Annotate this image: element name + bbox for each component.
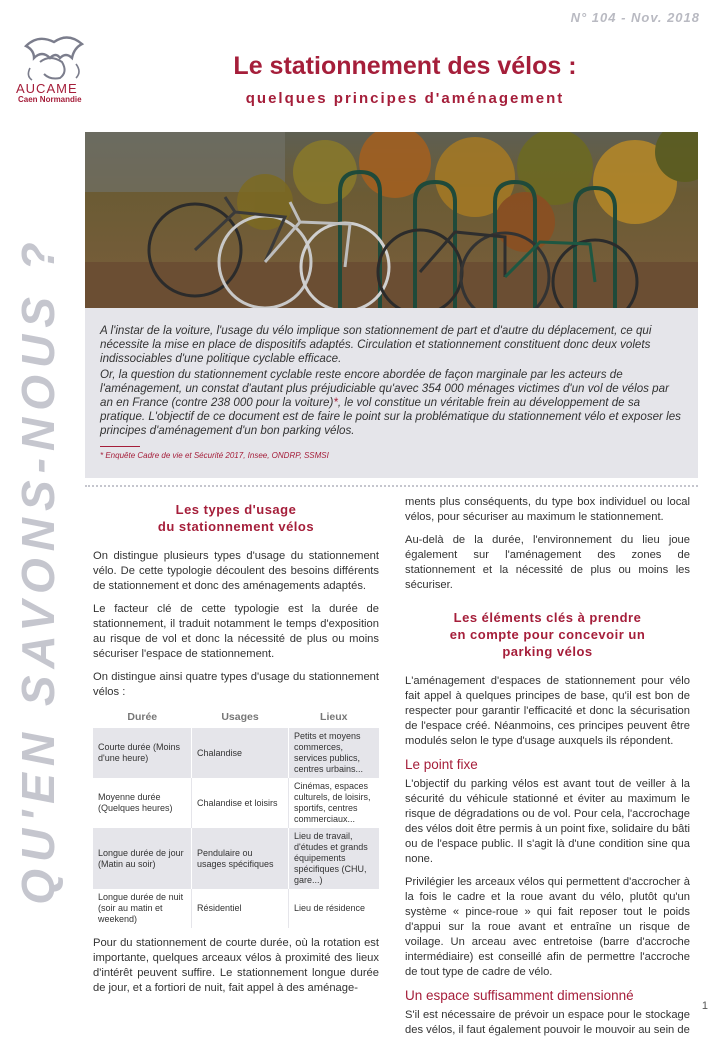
subheading-espace: Un espace suffisamment dimensionné (405, 988, 634, 1003)
key-elements-heading-line1: Les éléments clés à prendre (453, 610, 642, 625)
page-number: 1 (701, 1000, 708, 1012)
key-elements-heading (405, 609, 690, 660)
usage-types-heading-line1: Les types d'usage (175, 502, 297, 517)
right-paragraph-5: Privilégier les arceaux vélos qui permettent d'accrocher à la fois le cadre et la roue avant du vélo, plutôt qu'un système « pince-roue » qui fait reposer tout le poids d'appui sur la roue avant et entraîne un risque de voilage. Un arceau avec entretoise (barre d'accroche intermédiaire) est conseillé afin de permettre l'accroche de tout type de cadre de vélo. (405, 876, 690, 978)
table-cell: Lieu de résidence (294, 903, 366, 913)
right-paragraph-1: ments plus conséquents, du type box individuel ou local vélos, pour sécuriser au maximum le stationnement. (405, 496, 690, 523)
table-cell: Chalandise et loisirs (192, 778, 289, 828)
usage-paragraph-2: Le facteur clé de cette typologie est la durée de stationnement, il traduit notamment le temps d'exposition au risque de vol et donc la nécessité de plus ou moins sécuriser l'espace de stationnement. (93, 603, 379, 660)
usage-paragraph-4: Pour du stationnement de courte durée, où la rotation est importante, quelques arceaux vélos à proximité des lieux d'intérêt peuvent suffire. Le stationnement longue durée de jour, et a fortiori de nuit, fait appel à des aménage- (93, 937, 379, 994)
table-cell: Résidentiel (192, 889, 289, 928)
intro-paragraph-2b: , le vol constitue un véritable frein au développement de sa pratique. L'objectif de ce document est de faire le point sur la problématique du stationnement vélo et exposer les principes d'aménagement d'un bon parking vélos. (100, 396, 681, 437)
intro-paragraph-2 (100, 368, 684, 438)
table-cell: Chalandise (192, 728, 289, 778)
usage-paragraph-3: On distingue ainsi quatre types d'usage du stationnement vélos : (93, 671, 379, 698)
table-cell: Longue durée de jour (Matin au soir) (93, 828, 192, 889)
table-row (93, 728, 379, 778)
table-cell: Moyenne durée (Quelques heures) (98, 792, 173, 813)
footnote-divider (100, 446, 140, 447)
issue-label: N° 104 - Nov. 2018 (570, 10, 700, 25)
right-paragraph-2: Au-delà de la durée, l'environnement du lieu joue également sur l'aménagement des zones de stationnement et la nécessité de plus ou moins les sécuriser. (405, 534, 690, 591)
usage-types-heading-line2: du stationnement vélos (157, 519, 315, 534)
usage-paragraph-1: On distingue plusieurs types d'usage du stationnement vélo. De cette typologie découlent des besoins différents de stationnement et donc des aménagements adaptés. (93, 550, 379, 592)
page-title: Le stationnement des vélos : (233, 52, 577, 80)
sidebar-title (8, 140, 68, 1000)
table-cell: Longue durée de nuit (soir au matin et weekend) (98, 892, 184, 924)
usage-types-table (93, 708, 379, 928)
intro-paragraph-1: A l'instar de la voiture, l'usage du vélo implique son stationnement de part et d'autre du déplacement, ce qui nécessite la mise en place de dispositifs adaptés. Circulation et stationnement constituent donc deux volets indissociables d'une politique cyclable efficace. (100, 324, 652, 365)
table-header-duree: Durée (127, 711, 158, 723)
table-header-lieux: Lieux (320, 711, 348, 723)
page-subtitle: quelques principes d'aménagement (245, 90, 565, 107)
sidebar-title-text: QU'EN SAVONS-NOUS ? (12, 235, 64, 905)
right-column (405, 495, 690, 1046)
table-cell: Courte durée (Moins d'une heure) (93, 728, 192, 778)
table-cell: Lieu de travail, d'études et grands équipements spécifiques (CHU, gare...) (289, 828, 380, 889)
intro-paragraph-2a: Or, la question du stationnement cyclable reste encore abordée de façon marginale par les acteurs de l'aménagement, un constat d'autant plus préjudiciable qu'avec 354 000 ménages victimes d'un vol de vélos par an en France (contre 238 000 pour la voiture) (100, 368, 669, 409)
intro-panel (85, 308, 698, 478)
usage-types-heading (93, 501, 379, 535)
section-divider (85, 485, 698, 487)
table-row (93, 889, 379, 928)
table-header-usages: Usages (221, 711, 259, 723)
footnote: * Enquête Cadre de vie et Sécurité 2017, Insee, ONDRP, SSMSI (100, 451, 329, 460)
right-paragraph-6: S'il est nécessaire de prévoir un espace pour le stockage des vélos, il faut également pouvoir le mouvoir au sein de (405, 1009, 690, 1036)
key-elements-heading-line3: parking vélos (502, 644, 593, 659)
table-cell: Petits et moyens commerces, services publics, centres urbains... (289, 728, 380, 778)
subheading-point-fixe: Le point fixe (405, 757, 478, 772)
logo-name: AUCAME (16, 81, 78, 96)
key-elements-heading-line2: en compte pour concevoir un (449, 627, 646, 642)
table-cell: Pendulaire ou usages spécifiques (192, 828, 289, 889)
logo-subtitle: Caen Normandie (18, 95, 82, 104)
table-row (93, 778, 379, 828)
bicycle-parking-photo (85, 132, 698, 308)
right-paragraph-3: L'aménagement d'espaces de stationnement pour vélo fait appel à quelques principes de base, qu'il est bon de respecter pour garantir l'efficacité et donc la sécurisation de l'espace créé. Néanmoins, ces principes peuvent être modulés selon le type d'usage auxquels ils répondent. (405, 675, 690, 747)
table-row (93, 828, 379, 889)
footnote-marker: * (333, 396, 338, 409)
right-paragraph-4: L'objectif du parking vélos est avant tout de veiller à la sécurité du véhicule stationné et éviter au maximum le risque de dégradations ou de vol. Pour cela, l'accrochage des vélos doit être permis à un point fixe, solidaire du bâti ou de l'espace public. Il s'agit là d'une condition sine qua none. (405, 778, 690, 865)
table-cell: Cinémas, espaces culturels, de loisirs, sportifs, centres commerciaux... (294, 781, 371, 824)
left-column (93, 495, 379, 1004)
